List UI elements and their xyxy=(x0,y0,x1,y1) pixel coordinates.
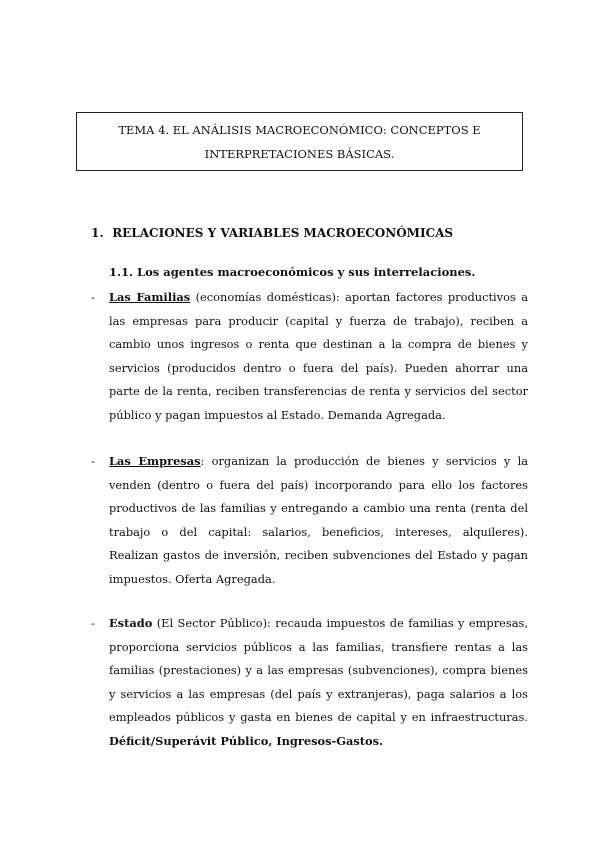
title-line-1: TEMA 4. EL ANÁLISIS MACROECONÓMICO: CONCEPTOS E xyxy=(118,123,481,137)
section-heading xyxy=(91,226,453,240)
bullet-empresas xyxy=(91,450,528,592)
bullet-dash: - xyxy=(91,290,95,304)
subsection-heading: 1.1. Los agentes macroeconómicos y sus interrelaciones. xyxy=(109,265,476,279)
bullet-dash: - xyxy=(91,616,95,630)
bullet-text: (economías domésticas): aportan factores productivos a las empresas para producir (capital y fuerza de trabajo), reciben a cambio unos ingresos o renta que destinan a la compra de bienes y servicios (producidos dentro o fuera del país). Pueden ahorrar una parte de la renta, reciben transferencias de renta y servicios del sector público y pagan impuestos al Estado. Demanda Agregada. xyxy=(109,290,528,422)
bullet-paragraph xyxy=(109,450,528,592)
bullet-dash: - xyxy=(91,454,95,468)
term-empresas: Las Empresas xyxy=(109,454,201,468)
title-line-2: INTERPRETACIONES BÁSICAS. xyxy=(204,147,395,161)
bullet-paragraph xyxy=(109,286,528,428)
bullet-estado xyxy=(91,612,528,754)
document-title-box xyxy=(76,112,523,171)
section-number: 1. xyxy=(91,226,104,240)
bullet-text: (El Sector Público): recauda impuestos de familias y empresas, proporciona servicios públicos a las familias, transfiere rentas a las familias (prestaciones) y a las empresas (subvenciones), compra bienes y servicios a las empresas (del país y extranjeras), paga salarios a los empleados públicos y gasta en bienes de capital y en infraestructuras. xyxy=(109,616,528,725)
bullet-familias xyxy=(91,286,528,428)
section-heading-text: RELACIONES Y VARIABLES MACROECONÓMICAS xyxy=(112,226,454,240)
bullet-text: : organizan la producción de bienes y servicios y la venden (dentro o fuera del país) incorporando para ello los factores productivos de las familias y entregando a cambio una renta (renta del trabajo o del capital: salarios, beneficios, intereses, alquileres). Realizan gastos de inversión, reciben subvenciones del Estado y pagan impuestos. Oferta Agregada. xyxy=(109,454,528,586)
term-familias: Las Familias xyxy=(109,290,191,304)
term-estado: Estado xyxy=(109,616,153,630)
bullet-paragraph xyxy=(109,612,528,754)
bullet-bold-tail: Déficit/Superávit Público, Ingresos-Gastos. xyxy=(109,733,384,748)
